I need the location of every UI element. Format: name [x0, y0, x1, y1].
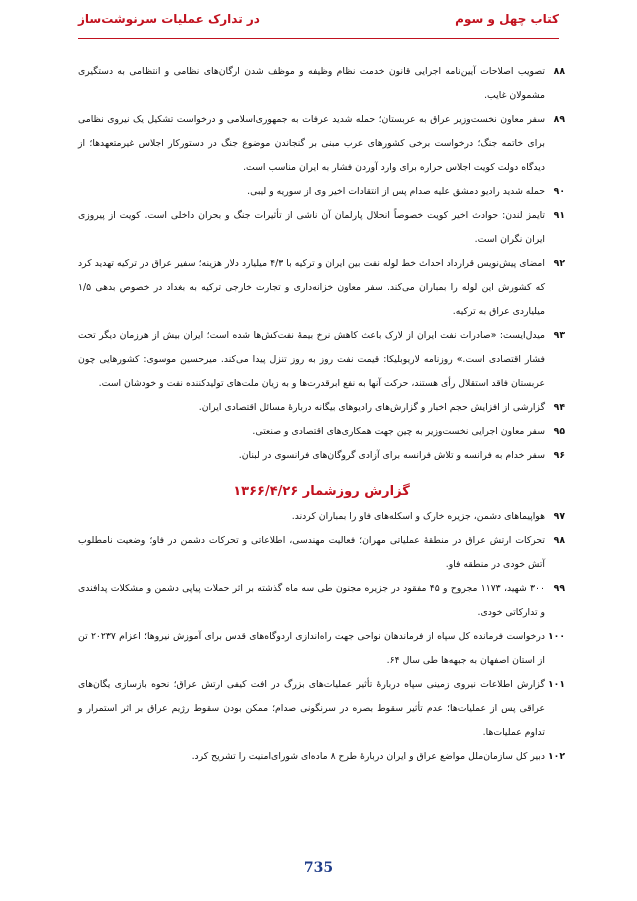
list-item — [78, 444, 565, 468]
list-item — [78, 324, 565, 396]
page-content — [78, 60, 565, 769]
item-number: ۹۳ — [553, 330, 565, 341]
items-list-part2 — [78, 505, 565, 769]
item-number: ۹۸ — [553, 535, 565, 546]
item-number: ۸۸ — [553, 66, 565, 77]
list-item — [78, 577, 565, 625]
item-text: سفر معاون اجرایی نخست‌وزیر به چین جهت همکاری‌های اقتصادی و صنعتی. — [252, 426, 545, 437]
list-item — [78, 180, 565, 204]
item-text: تایمز لندن: حوادث اخیر کویت خصوصاً انحلال پارلمان آن ناشی از تأثیرات جنگ و بحران داخلی است. کویت از پیروزی ایران نگران است. — [78, 210, 545, 245]
item-text: تحرکات ارتش عراق در منطقهٔ عملیاتی مهران؛ فعالیت مهندسی، اطلاعاتی و تحرکات دشمن در فاو؛ وضعیت نامطلوب آتش خودی در منطقه فاو. — [78, 535, 545, 570]
list-item — [78, 529, 565, 577]
item-number: ۹۱ — [553, 210, 565, 221]
list-item — [78, 625, 565, 673]
item-text: درخواست فرمانده کل سپاه از فرماندهان نواحی جهت راه‌اندازی اردوگاه‌های قدس برای آموزش نیروها؛ اعزام ۲۰۲۳۷ تن از استان اصفهان به جبهه‌ها طی سال ۶۴. — [78, 631, 546, 666]
item-number: ۹۴ — [553, 402, 565, 413]
item-text: سفر معاون نخست‌وزیر عراق به عربستان؛ حمله شدید عرفات به جمهوری‌اسلامی و درخواست تشکیل یک نیروی نظامی برای خاتمه جنگ؛ درخواست برخی کشورهای عرب مبنی بر گنجاندن موضوع جنگ در دستورکار اجلاس غیرمتعهدها؛ از دیدگاه دولت کویت اجلاس حراره برای وارد آوردن فشار به ایران مناسب است. — [78, 114, 545, 173]
item-number: ۹۲ — [553, 258, 565, 269]
item-number: ۹۶ — [553, 450, 565, 461]
item-text: دبیر کل سازمان‌ملل مواضع عراق و ایران دربارهٔ طرح ۸ ماده‌ای شورای‌امنیت را تشریح کرد. — [191, 751, 545, 762]
item-number: ۱۰۰ — [547, 631, 565, 642]
report-heading: گزارش روزشمار ۱۳۶۶/۴/۲۶ — [233, 484, 410, 499]
list-item — [78, 252, 565, 324]
list-item — [78, 420, 565, 444]
item-number: ۹۰ — [553, 186, 565, 197]
section-title: در تدارک عملیات سرنوشت‌ساز — [78, 12, 260, 26]
list-item — [78, 108, 565, 180]
header-divider — [78, 38, 559, 39]
item-text: میدل‌ایست: «صادرات نفت ایران از لارک باعث کاهش نرخ بیمهٔ نفت‌کش‌ها شده است؛ ایران بیش از هرزمان دیگر تحت فشار اقتصادی است.» روزنامه لاریوبلیکا: قیمت نفت روز به روز تنزل پیدا می‌کند. میرحسین موسوی: کشورهایی چون عربستان فاقد استقلال رأی هستند، حرکت آنها به نفع ابرقدرت‌ها و به زیان ملت‌های تولیدکننده نفت و خودشان است. — [78, 330, 545, 389]
list-item — [78, 60, 565, 108]
item-number: ۱۰۱ — [547, 679, 565, 690]
list-item — [78, 396, 565, 420]
items-list-part1 — [78, 60, 565, 468]
item-number: ۹۵ — [553, 426, 565, 437]
item-number: ۹۹ — [553, 583, 565, 594]
list-item — [78, 204, 565, 252]
item-text: هواپیماهای دشمن، جزیره خارک و اسکله‌های فاو را بمباران کردند. — [291, 511, 545, 522]
book-title: کتاب چهل و سوم — [455, 12, 559, 26]
list-item — [78, 673, 565, 745]
page-header — [78, 12, 559, 34]
item-number: ۸۹ — [553, 114, 565, 125]
list-item — [78, 745, 565, 769]
item-text: تصویب اصلاحات آیین‌نامه اجرایی قانون خدمت نظام وظیفه و موظف شدن ارگان‌های نظامی و انتظامی به دستگیری مشمولان غایب. — [78, 66, 545, 101]
item-text: سفر خدام به فرانسه و تلاش فرانسه برای آزادی گروگان‌های فرانسوی در لبنان. — [238, 450, 545, 461]
item-number: ۱۰۲ — [547, 751, 565, 762]
list-item — [78, 505, 565, 529]
item-number: ۹۷ — [553, 511, 565, 522]
item-text: امضای پیش‌نویس قرارداد احداث خط لوله نفت بین ایران و ترکیه با ۴/۳ میلیارد دلار هزینه؛ سفیر عراق در ترکیه تهدید کرد که کشورش این لوله را بمباران می‌کند. سفر معاون خزانه‌داری و تجارت خارجی ترکیه به بغداد در خصوص بدهی ۱/۵ میلیاردی عراق به ترکیه. — [78, 258, 545, 317]
page-number: 735 — [303, 860, 334, 876]
item-text: حمله شدید رادیو دمشق علیه صدام پس از انتقادات اخیر وی از سوریه و لیبی. — [247, 186, 545, 197]
item-text: ۳۰۰ شهید، ۱۱۷۳ مجروح و ۴۵ مفقود در جزیره مجنون طی سه ماه گذشته بر اثر حملات پیاپی دشمن و مشکلات پدافندی و تدارکاتی خودی. — [78, 583, 545, 618]
item-text: گزارشی از افزایش حجم اخبار و گزارش‌های رادیوهای بیگانه دربارهٔ مسائل اقتصادی ایران. — [198, 402, 545, 413]
item-text: گزارش اطلاعات نیروی زمینی سپاه دربارهٔ تأثیر عملیات‌های بزرگ در افت کیفی ارتش عراق؛ نحوه بازسازی یگان‌های عراقی پس از عملیات‌ها؛ عدم تأثیر سقوط بصره در سرنگونی صدام؛ ممکن بودن سقوط رژیم عراق بر اثر استمرار و تداوم عملیات‌ها. — [78, 679, 545, 738]
